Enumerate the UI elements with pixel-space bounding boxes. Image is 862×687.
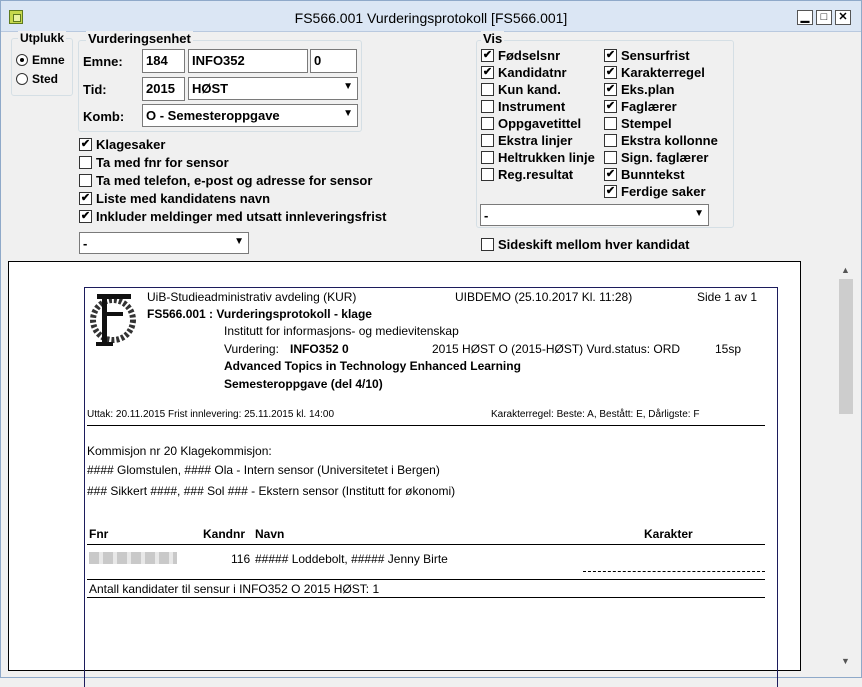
vis-checkbox[interactable]	[481, 116, 581, 131]
vis-label: Kun kand.	[498, 82, 561, 97]
vis-label: Bunntekst	[621, 167, 685, 182]
chevron-down-icon: ▼	[343, 81, 353, 92]
title-bar	[1, 1, 861, 32]
report-page-number: Side 1 av 1	[697, 290, 758, 304]
vis-checkbox[interactable]	[604, 82, 674, 97]
report-vurdering-info: 2015 HØST O (2015-HØST) Vurd.status: ORD	[432, 342, 681, 356]
vis-checkbox[interactable]	[604, 150, 708, 165]
close-button[interactable]: ✕	[835, 10, 851, 25]
vis-checkbox[interactable]	[604, 184, 706, 199]
emne-field[interactable]: INFO352	[188, 49, 308, 73]
report-course: Advanced Topics in Technology Enhanced Learning	[224, 359, 521, 373]
tid-term-select[interactable]	[188, 77, 358, 100]
report-sensor-1: #### Glomstulen, #### Ola - Intern sensor (Universitetet i Bergen)	[87, 463, 440, 477]
komb-select[interactable]	[142, 104, 358, 127]
utplukk-label: Utplukk	[20, 31, 65, 45]
report-sensor-2: ### Sikkert ####, ### Sol ### - Ekstern sensor (Institutt for økonomi)	[87, 484, 456, 498]
fnr-redacted	[89, 552, 177, 564]
divider	[87, 425, 765, 426]
vis-label: Heltrukken linje	[498, 150, 595, 165]
utplukk-group	[11, 38, 73, 96]
radio-emne[interactable]	[16, 53, 65, 67]
bottom-select-value: -	[83, 236, 88, 251]
chevron-down-icon: ▼	[343, 108, 353, 119]
option-label: Inkluder meldinger med utsatt innleveringsfrist	[96, 209, 387, 224]
komb-label: Komb:	[83, 109, 125, 124]
tid-label: Tid:	[83, 82, 107, 97]
emne-version-field[interactable]: 0	[310, 49, 357, 73]
report-vurdering-code: INFO352 0	[290, 342, 349, 356]
scroll-up-icon[interactable]: ▲	[841, 265, 850, 275]
checkbox-box	[481, 100, 494, 113]
vis-label: Ferdige saker	[621, 184, 706, 199]
vis-select[interactable]	[480, 204, 709, 226]
checkbox-box	[79, 174, 92, 187]
checkbox-box	[604, 117, 617, 130]
vis-checkbox[interactable]	[481, 48, 560, 63]
checkbox-box: ✔	[482, 66, 493, 78]
maximize-button[interactable]: □	[816, 10, 832, 25]
col-navn: Navn	[255, 527, 285, 541]
vis-checkbox[interactable]	[481, 99, 565, 114]
col-fnr: Fnr	[89, 527, 109, 541]
option-checkbox[interactable]	[79, 137, 165, 152]
divider	[87, 544, 765, 545]
radio-emne-label: Emne	[32, 53, 65, 67]
emne-label: Emne:	[83, 54, 123, 69]
tid-term-value: HØST	[192, 81, 229, 96]
vis-label: Eks.plan	[621, 82, 675, 97]
vis-label: Kandidatnr	[498, 65, 567, 80]
uib-logo-icon	[88, 290, 136, 348]
minimize-button[interactable]: ▁	[797, 10, 813, 25]
emne-code-field[interactable]: 184	[142, 49, 185, 73]
checkbox-box: ✔	[605, 83, 616, 95]
option-checkbox[interactable]	[79, 173, 372, 188]
col-kandnr: Kandnr	[203, 527, 245, 541]
checkbox-box: ✔	[605, 49, 616, 61]
vis-label: Ekstra linjer	[498, 133, 573, 148]
report-page	[84, 287, 778, 687]
sideskift-checkbox[interactable]	[481, 237, 689, 252]
report-kommisjon: Kommisjon nr 20 Klagekommisjon:	[87, 444, 272, 458]
radio-sted-label: Sted	[32, 72, 59, 86]
checkbox-box	[481, 83, 494, 96]
report-preview	[8, 261, 801, 671]
divider	[87, 597, 765, 598]
vis-checkbox[interactable]	[604, 167, 685, 182]
vis-checkbox[interactable]	[604, 48, 690, 63]
report-db: UIBDEMO (25.10.2017 Kl. 11:28)	[455, 290, 633, 304]
radio-sted-dot	[16, 73, 28, 85]
scrollbar-thumb[interactable]	[839, 279, 853, 414]
checkbox-box	[481, 168, 494, 181]
vis-label: Oppgavetittel	[498, 116, 582, 131]
report-credits: 15sp	[715, 342, 742, 356]
vis-checkbox[interactable]	[604, 65, 705, 80]
row-kandnr: 116	[231, 552, 251, 566]
vis-label: Reg.resultat	[498, 167, 574, 182]
checkbox-box	[604, 151, 617, 164]
option-label: Klagesaker	[96, 137, 166, 152]
report-part: Semesteroppgave (del 4/10)	[224, 377, 383, 391]
checkbox-box: ✔	[80, 192, 91, 204]
checkbox-box: ✔	[605, 185, 616, 197]
report-vurdering-label: Vurdering:	[224, 342, 279, 356]
tid-year-field[interactable]: 2015	[142, 77, 185, 101]
col-karakter: Karakter	[644, 527, 693, 541]
vis-label: Sign. faglærer	[621, 150, 709, 165]
vis-label: Vis	[483, 31, 503, 46]
divider	[87, 579, 765, 580]
vis-label: Sensurfrist	[621, 48, 690, 63]
report-heading: FS566.001 : Vurderingsprotokoll - klage	[147, 307, 372, 321]
vis-checkbox[interactable]	[481, 167, 573, 182]
checkbox-box	[481, 151, 494, 164]
checkbox-box	[79, 156, 92, 169]
chevron-down-icon: ▼	[694, 208, 704, 219]
report-org: UiB-Studieadministrativ avdeling (KUR)	[147, 290, 357, 304]
checkbox-box: ✔	[605, 66, 616, 78]
vis-checkbox[interactable]	[481, 133, 572, 148]
option-label: Ta med fnr for sensor	[96, 155, 229, 170]
vis-label: Ekstra kollonne	[621, 133, 718, 148]
vis-checkbox[interactable]	[481, 150, 595, 165]
checkbox-box: ✔	[80, 138, 91, 150]
vis-label: Faglærer	[621, 99, 677, 114]
report-uttak: Uttak: 20.11.2015 Frist innlevering: 25.11.2015 kl. 14:00	[87, 409, 335, 420]
checkbox-box	[481, 238, 494, 251]
report-summary: Antall kandidater til sensur i INFO352 O 2015 HØST: 1	[89, 582, 380, 596]
checkbox-box	[481, 117, 494, 130]
row-navn: ##### Loddebolt, ##### Jenny Birte	[255, 552, 448, 566]
option-checkbox[interactable]	[79, 155, 229, 170]
report-institute: Institutt for informasjons- og medievitenskap	[224, 324, 459, 338]
vis-select-value: -	[484, 208, 489, 223]
vis-label: Fødselsnr	[498, 48, 561, 63]
option-label: Liste med kandidatens navn	[96, 191, 271, 206]
vis-checkbox[interactable]	[604, 99, 677, 114]
vis-label: Instrument	[498, 99, 566, 114]
sideskift-label: Sideskift mellom hver kandidat	[498, 237, 690, 252]
komb-value: O - Semesteroppgave	[146, 108, 280, 123]
checkbox-box: ✔	[605, 168, 616, 180]
checkbox-box: ✔	[482, 49, 493, 61]
option-label: Ta med telefon, e-post og adresse for sensor	[96, 173, 373, 188]
checkbox-box	[481, 134, 494, 147]
vis-checkbox[interactable]	[481, 65, 567, 80]
checkbox-box	[604, 134, 617, 147]
vis-checkbox[interactable]	[481, 82, 561, 97]
window-title: FS566.001 Vurderingsprotokoll [FS566.001]	[294, 10, 568, 26]
checkbox-box: ✔	[80, 210, 91, 222]
option-checkbox[interactable]	[79, 191, 270, 206]
report-karakterregel: Karakterregel: Beste: A, Bestått: E, Dårligste: F	[491, 409, 700, 420]
radio-sted[interactable]	[16, 72, 58, 86]
karakter-line	[583, 571, 765, 572]
scroll-down-icon[interactable]: ▼	[841, 656, 850, 666]
chevron-down-icon: ▼	[234, 236, 244, 247]
vis-label: Karakterregel	[621, 65, 705, 80]
vis-label: Stempel	[621, 116, 672, 131]
radio-emne-dot	[16, 54, 28, 66]
option-checkbox[interactable]	[79, 209, 386, 224]
vis-checkbox[interactable]	[604, 116, 672, 131]
bottom-select[interactable]	[79, 232, 249, 254]
vis-checkbox[interactable]	[604, 133, 718, 148]
vurderingsenhet-label: Vurderingsenhet	[88, 31, 191, 46]
checkbox-box: ✔	[605, 100, 616, 112]
